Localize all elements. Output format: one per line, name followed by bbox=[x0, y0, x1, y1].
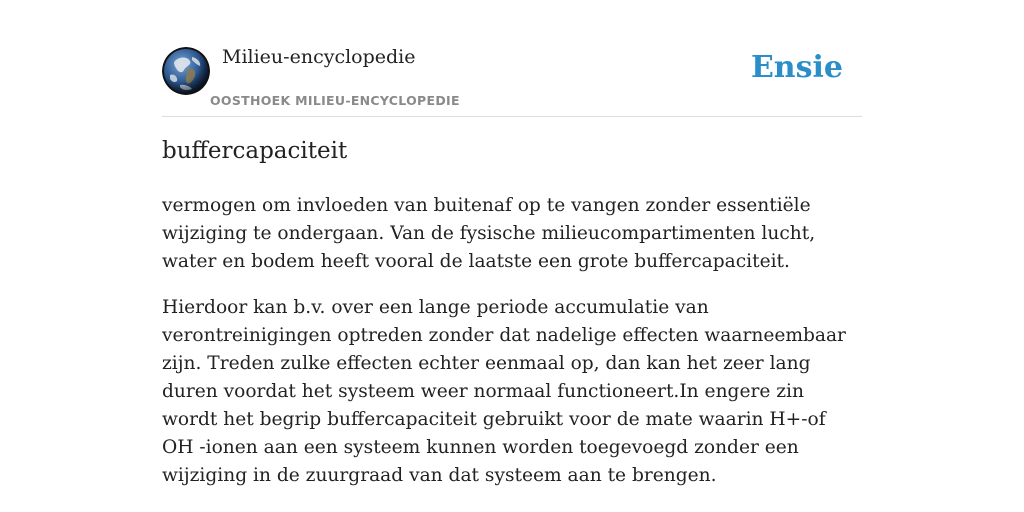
page-title: buffercapaciteit bbox=[162, 138, 348, 164]
globe-icon[interactable] bbox=[162, 47, 210, 95]
article-body bbox=[162, 192, 862, 508]
page-container bbox=[162, 0, 862, 486]
site-subtitle: OOSTHOEK MILIEU-ENCYCLOPEDIE bbox=[210, 93, 460, 108]
paragraph: Hierdoor kan b.v. over een lange periode accumulatie van verontreinigingen optreden zonder dat nadelige effecten waarneembaar zijn. Treden zulke effecten echter eenmaal op, dan kan het zeer lang duren voordat het systeem weer normaal functioneert.In engere zin wordt het begrip buffercapaciteit gebruikt voor de mate waarin H+-of OH -ionen aan een systeem kunnen worden toegevoegd zonder een wijziging in de zuurgraad van dat systeem aan te brengen. bbox=[162, 297, 846, 486]
paragraph: vermogen om invloeden van buitenaf op te vangen zonder essentiële wijziging te ondergaan. Van de fysische milieucompartimenten lucht, water en bodem heeft vooral de laatste een grote buffercapaciteit. bbox=[162, 195, 816, 272]
header bbox=[162, 0, 862, 117]
site-name[interactable]: Milieu-encyclopedie bbox=[222, 46, 416, 68]
brand-logo[interactable]: Ensie bbox=[750, 50, 843, 85]
